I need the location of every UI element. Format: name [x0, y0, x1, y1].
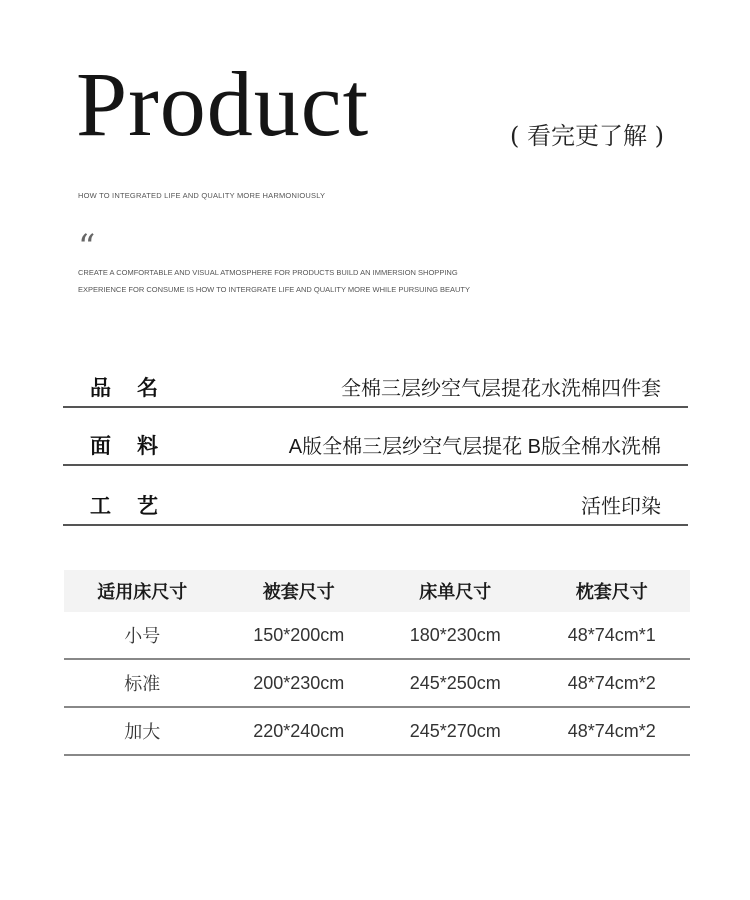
table-cell: 48*74cm*2	[534, 659, 691, 707]
tagline: HOW TO INTEGRATED LIFE AND QUALITY MORE HARMONIOUSLY	[78, 191, 326, 200]
page-title: Product	[76, 53, 370, 155]
info-value: A版全棉三层纱空气层提花 B版全棉水洗棉	[288, 436, 661, 458]
quote-icon: “	[78, 227, 96, 267]
description: CREATE A COMFORTABLE AND VISUAL ATMOSPHERE FOR PRODUCTS BUILD AN IMMERSION SHOPPING EXPERIENCE FOR CONSUME IS HOW TO INTERGRATE LIFE AND QUALITY MORE WHILE PURSUING BEAUTY	[78, 268, 471, 294]
size-table-header	[64, 570, 690, 612]
size-table	[64, 570, 690, 756]
page-subtitle: ( 看完更了解 )	[510, 122, 664, 150]
info-row-process	[63, 478, 688, 526]
info-label: 品名	[90, 377, 184, 400]
table-cell: 48*74cm*2	[534, 707, 691, 755]
column-header: 枕套尺寸	[534, 570, 691, 612]
info-row-name	[63, 362, 688, 408]
column-header: 适用床尺寸	[64, 570, 221, 612]
info-value: 活性印染	[581, 496, 661, 518]
table-cell: 180*230cm	[377, 612, 534, 659]
table-cell: 200*230cm	[221, 659, 378, 707]
table-cell: 150*200cm	[221, 612, 378, 659]
table-cell: 小号	[64, 612, 221, 659]
table-cell: 标准	[64, 659, 221, 707]
table-cell: 48*74cm*1	[534, 612, 691, 659]
column-header: 被套尺寸	[221, 570, 378, 612]
info-label: 工艺	[90, 495, 184, 518]
info-label: 面料	[90, 435, 184, 458]
info-value: 全棉三层纱空气层提花水洗棉四件套	[341, 378, 661, 400]
table-cell: 245*270cm	[377, 707, 534, 755]
table-cell: 220*240cm	[221, 707, 378, 755]
table-cell: 加大	[64, 707, 221, 755]
info-row-fabric	[63, 420, 688, 466]
table-row	[64, 707, 690, 755]
table-cell: 245*250cm	[377, 659, 534, 707]
column-header: 床单尺寸	[377, 570, 534, 612]
table-row	[64, 612, 690, 659]
table-row	[64, 659, 690, 707]
